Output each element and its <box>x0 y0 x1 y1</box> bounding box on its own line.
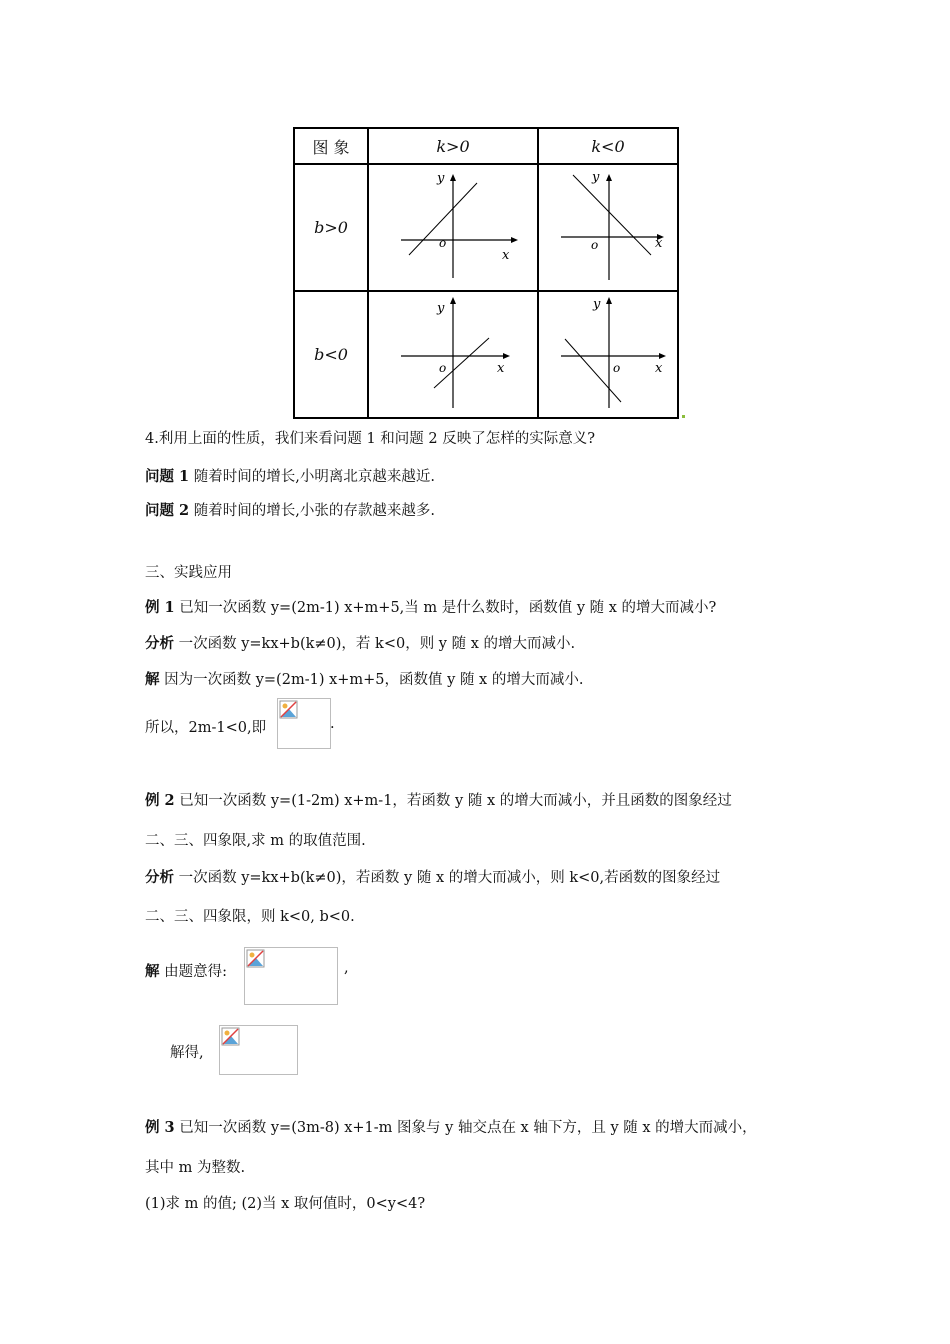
graph-cell <box>538 164 678 291</box>
question-2 <box>145 499 435 520</box>
example-3-label: 例 3 <box>145 1119 175 1136</box>
graph-k-pos-b-neg <box>369 292 537 413</box>
question-2-label: 问题 2 <box>145 502 190 519</box>
formula-image-placeholder <box>219 1025 298 1075</box>
x-arrow <box>659 353 666 359</box>
example-2-line-2: 二、三、四象限,求 m 的取值范围. <box>145 833 366 849</box>
header-image-cell: 图 象 <box>294 128 368 164</box>
y-arrow <box>450 174 456 181</box>
y-label: y <box>593 297 601 312</box>
example-1-analysis <box>145 632 575 653</box>
example-1-conclusion-suffix: . <box>330 716 335 732</box>
graph-k-neg-b-pos <box>539 165 677 286</box>
y-label: y <box>592 170 600 185</box>
example-2-text-1: 已知一次函数 y=(1-2m) x+m-1，若函数 y 随 x 的增大而减小，并且函数的图象经过 <box>179 793 732 809</box>
example-1 <box>145 596 716 617</box>
result-prefix: 解得, <box>170 1045 204 1061</box>
example-3-line-1 <box>145 1116 757 1137</box>
origin-label: o <box>439 361 447 375</box>
row-label-b-negative: b<0 <box>294 291 368 418</box>
graph-k-pos-b-pos <box>369 165 537 286</box>
solution-suffix: , <box>344 960 349 976</box>
origin-label: o <box>591 238 599 252</box>
broken-image-icon <box>221 1027 241 1047</box>
header-k-negative: k<0 <box>538 128 678 164</box>
example-3-questions: (1)求 m 的值; (2)当 x 取何值时，0<y<4? <box>145 1196 426 1212</box>
table-header-row <box>294 128 678 164</box>
origin-label: o <box>439 236 447 250</box>
example-2-label: 例 2 <box>145 792 175 809</box>
example-2-analysis-line-2: 二、三、四象限，则 k<0, b<0. <box>145 909 355 925</box>
table-row-b-positive <box>294 164 678 291</box>
question-1-text: 随着时间的增长,小明离北京越来越近. <box>193 469 435 485</box>
x-label: x <box>502 248 510 263</box>
formula-image-placeholder <box>244 947 338 1005</box>
x-label: x <box>655 236 663 251</box>
analysis-label: 分析 <box>145 869 174 886</box>
example-1-text: 已知一次函数 y=(2m-1) x+m+5,当 m 是什么数时，函数值 y 随 x 的增大而减小? <box>179 600 717 616</box>
x-arrow <box>511 237 518 243</box>
x-label: x <box>655 361 663 376</box>
properties-table <box>293 127 679 419</box>
graph-k-neg-b-neg <box>539 292 677 413</box>
question-1 <box>145 465 435 486</box>
question-1-label: 问题 1 <box>145 468 190 485</box>
header-k-positive: k>0 <box>368 128 538 164</box>
y-arrow <box>450 297 456 304</box>
analysis-text-1: 一次函数 y=kx+b(k≠0)，若函数 y 随 x 的增大而减小，则 k<0,若函数的图象经过 <box>178 870 721 886</box>
table-row-b-negative <box>294 291 678 418</box>
graph-cell <box>368 291 538 418</box>
example-3-text-1: 已知一次函数 y=(3m-8) x+1-m 图象与 y 轴交点在 x 轴下方，且 y 随 x 的增大而减小， <box>179 1120 757 1136</box>
paragraph-4: 4.利用上面的性质，我们来看问题 1 和问题 2 反映了怎样的实际意义? <box>145 431 595 447</box>
graph-cell <box>368 164 538 291</box>
example-3-line-2: 其中 m 为整数. <box>145 1160 246 1176</box>
graph-cell <box>538 291 678 418</box>
broken-image-icon <box>246 949 266 969</box>
y-label: y <box>437 301 445 316</box>
example-2-line-1 <box>145 789 732 810</box>
example-1-conclusion-prefix: 所以，2m-1<0,即 <box>145 720 267 736</box>
example-2-solution <box>145 960 227 981</box>
example-1-solution <box>145 668 583 689</box>
solution-prefix: 由题意得: <box>164 964 227 980</box>
example-1-label: 例 1 <box>145 599 175 616</box>
solution-label: 解 <box>145 671 160 688</box>
example-2-analysis <box>145 866 720 887</box>
y-label: y <box>437 171 445 186</box>
y-arrow <box>606 297 612 304</box>
formula-image-placeholder <box>277 698 331 749</box>
origin-label: o <box>613 361 621 375</box>
broken-image-icon <box>279 700 299 720</box>
analysis-label: 分析 <box>145 635 174 652</box>
x-label: x <box>497 361 505 376</box>
section-heading: 三、实践应用 <box>145 565 232 581</box>
question-2-text: 随着时间的增长,小张的存款越来越多. <box>193 503 435 519</box>
function-line <box>573 175 651 255</box>
analysis-text: 一次函数 y=kx+b(k≠0)，若 k<0，则 y 随 x 的增大而减小. <box>178 636 576 652</box>
solution-text: 因为一次函数 y=(2m-1) x+m+5，函数值 y 随 x 的增大而减小. <box>164 672 584 688</box>
row-label-b-positive: b>0 <box>294 164 368 291</box>
edit-mark <box>682 415 685 418</box>
x-arrow <box>503 353 510 359</box>
y-arrow <box>606 174 612 181</box>
solution-label: 解 <box>145 963 160 980</box>
